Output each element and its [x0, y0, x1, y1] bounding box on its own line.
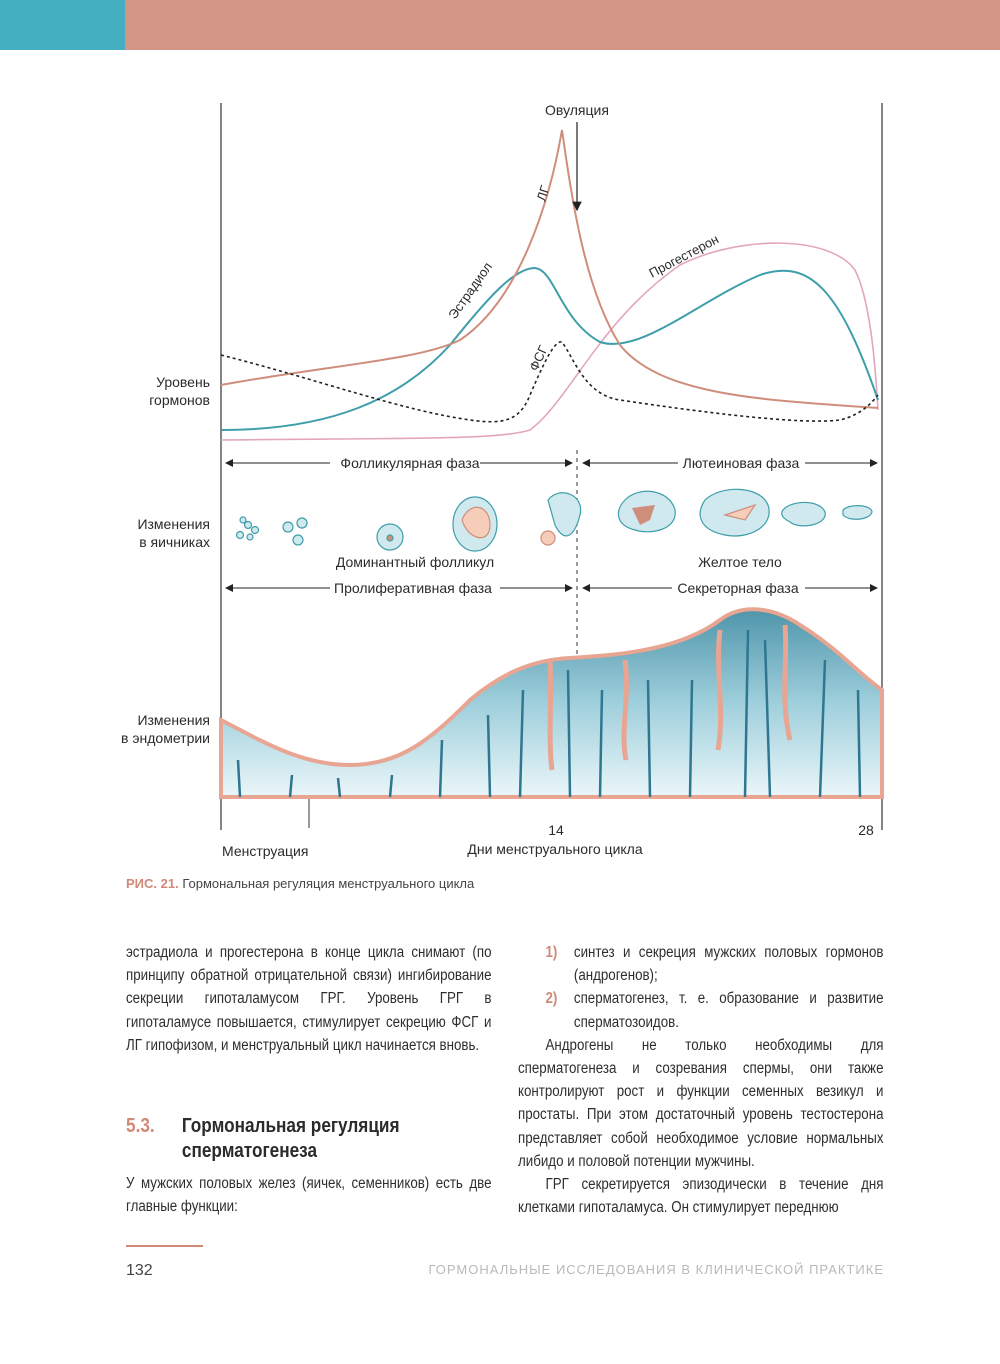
- running-title: ГОРМОНАЛЬНЫЕ ИССЛЕДОВАНИЯ В КЛИНИЧЕСКОЙ ПРАКТИКЕ: [428, 1262, 884, 1277]
- ovary-follicles-illustration: [237, 489, 873, 551]
- paragraph: ГРГ секретируется эпизодически в течение дня клетками гипоталамуса. Он стимулирует переднюю: [518, 1176, 884, 1217]
- section-heading: [126, 1114, 400, 1164]
- caption-label: РИС. 21.: [126, 876, 179, 891]
- dominant-follicle-label: Доминантный фолликул: [335, 554, 495, 570]
- list-item: [518, 987, 884, 1033]
- footer-rule: [126, 1245, 203, 1247]
- fsh-label: ФСГ: [526, 343, 551, 374]
- hormone-level-label-2: гормонов: [149, 392, 210, 408]
- ovulation-label: Овуляция: [545, 102, 609, 118]
- hormone-level-label-1: Уровень: [156, 374, 210, 390]
- tick-28: 28: [858, 822, 874, 838]
- luteal-phase-label: Лютеиновая фаза: [682, 455, 800, 471]
- list-text: сперматогенез, т. е. образование и развитие сперматозоидов.: [573, 990, 884, 1031]
- list-text: синтез и секреция мужских половых гормонов (андрогенов);: [573, 944, 884, 985]
- tick-14: 14: [548, 822, 564, 838]
- left-column: [126, 941, 492, 1057]
- x-axis-label: Дни менструального цикла: [467, 841, 643, 857]
- paragraph: У мужских половых желез (яичек, семенников) есть две главные функции:: [126, 1175, 492, 1216]
- corpus-luteum-label: Желтое тело: [698, 554, 782, 570]
- left-column-bottom: [126, 1172, 492, 1218]
- endometrium-label-2: в эндометрии: [121, 730, 210, 746]
- paragraph: эстрадиола и прогестерона в конце цикла снимают (по принципу обратной отрицательной связи) ингибирование секреции гипоталамусом ГРГ. Уровень ГРГ в гипоталамусе повышается, стимулирует секрецию ФСГ и ЛГ гипофизом, и менструальный цикл начинается вновь.: [126, 944, 492, 1054]
- figure-caption: [126, 876, 474, 891]
- estradiol-label: Эстрадиол: [445, 259, 496, 322]
- endometrium-label-1: Изменения: [137, 712, 210, 728]
- follicular-phase-label: Фолликулярная фаза: [340, 455, 480, 471]
- progesterone-curve: [221, 243, 878, 440]
- lh-label: ЛГ: [533, 183, 553, 203]
- ovary-label-2: в яичниках: [139, 534, 210, 550]
- paragraph: Андрогены не только необходимы для сперматогенеза и созревания спермы, они также контролируют рост и функции семенных везикул и простаты. При этом достаточный уровень тестостерона представляет собой необходимое условие нормальных либидо и половой потенции мужчины.: [518, 1036, 884, 1170]
- ovary-label-1: Изменения: [137, 516, 210, 532]
- fsh-curve: [221, 342, 878, 422]
- progesterone-label: Прогестерон: [646, 231, 722, 281]
- page-number: 132: [126, 1262, 153, 1279]
- proliferative-phase-label: Пролиферативная фаза: [334, 580, 492, 596]
- list-number: 2): [545, 990, 558, 1008]
- list-number: 1): [545, 944, 558, 961]
- menstruation-label: Менструация: [222, 843, 309, 859]
- lh-curve: [221, 130, 878, 408]
- heading-line-1: Гормональная регуляция: [181, 1115, 400, 1137]
- secretory-phase-label: Секреторная фаза: [677, 580, 799, 596]
- list-item: [518, 941, 884, 987]
- section-number: 5.3.: [126, 1115, 155, 1137]
- heading-line-2: сперматогенеза: [181, 1140, 318, 1162]
- right-column: [518, 941, 884, 1219]
- caption-text: Гормональная регуляция менструального цикла: [182, 876, 475, 891]
